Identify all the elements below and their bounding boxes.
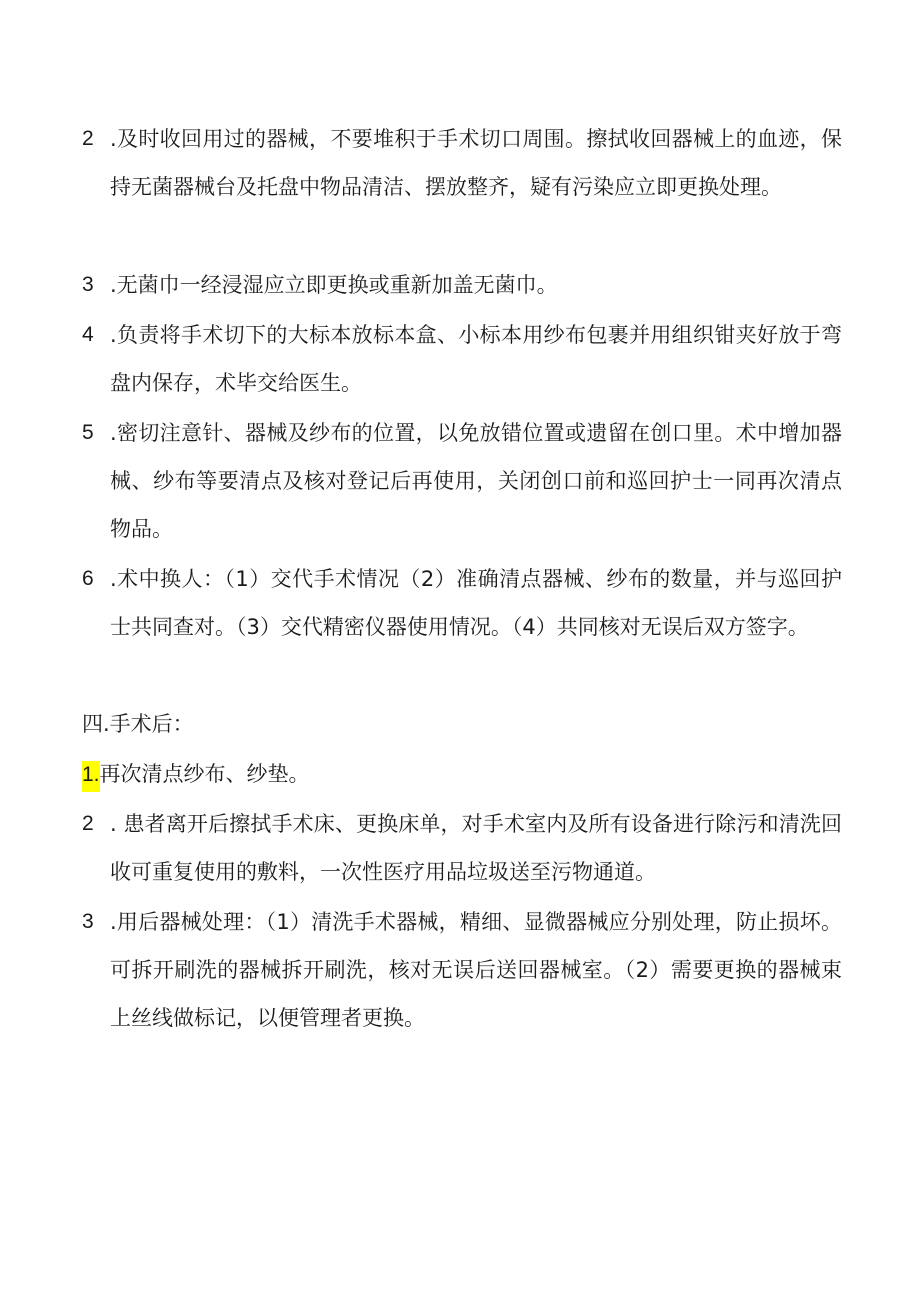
item-text: .负责将手术切下的大标本放标本盒、小标本用纱布包裹并用组织钳夹好放于弯盘内保存，术毕交给医生。 bbox=[110, 323, 842, 395]
item-text: .用后器械处理：（1）清洗手术器械，精细、显微器械应分别处理，防止损坏。可拆开刷洗的器械拆开刷洗，核对无误后送回器械室。（2）需要更换的器械束上丝线做标记，以便管理者更换。 bbox=[110, 910, 842, 1030]
list-item-2-room-cleaning bbox=[82, 800, 842, 896]
item-number: 3 bbox=[82, 910, 94, 933]
list-item-2-instrument-return bbox=[82, 115, 842, 211]
list-item-3-sterile-towel bbox=[82, 261, 842, 309]
highlighted-item-number: 1. bbox=[82, 761, 100, 792]
list-item-3-instrument-processing bbox=[82, 898, 842, 1042]
list-item-6-staff-handover bbox=[82, 555, 842, 651]
item-text: .无菌巾一经浸湿应立即更换或重新加盖无菌巾。 bbox=[110, 273, 558, 297]
list-item-5-count-check bbox=[82, 409, 842, 553]
item-text: .及时收回用过的器械，不要堆积于手术切口周围。擦拭收回器械上的血迹，保持无菌器械台及托盘中物品清洁、摆放整齐，疑有污染应立即更换处理。 bbox=[110, 127, 842, 199]
section-heading-post-op: 四.手术后： bbox=[82, 712, 194, 736]
item-text: .密切注意针、器械及纱布的位置，以免放错位置或遗留在创口里。术中增加器械、纱布等要清点及核对登记后再使用，关闭创口前和巡回护士一同再次清点物品。 bbox=[110, 421, 842, 541]
item-number: 3 bbox=[82, 273, 94, 296]
item-number: 4 bbox=[82, 323, 94, 346]
item-number: 5 bbox=[82, 421, 94, 444]
item-number: 2 bbox=[82, 812, 94, 835]
item-text: . 患者离开后擦拭手术床、更换床单，对手术室内及所有设备进行除污和清洗回收可重复使用的敷料，一次性医疗用品垃圾送至污物通道。 bbox=[110, 812, 842, 884]
list-item-4-specimen-handling bbox=[82, 311, 842, 407]
item-text: .术中换人：（1）交代手术情况（2）准确清点器械、纱布的数量，并与巡回护士共同查对。（3）交代精密仪器使用情况。（4）共同核对无误后双方签字。 bbox=[110, 567, 842, 639]
item-number: 6 bbox=[82, 567, 94, 590]
item-number: 2 bbox=[82, 127, 94, 150]
list-item-1-recount bbox=[82, 750, 842, 799]
item-text: 再次清点纱布、纱垫。 bbox=[99, 762, 310, 786]
